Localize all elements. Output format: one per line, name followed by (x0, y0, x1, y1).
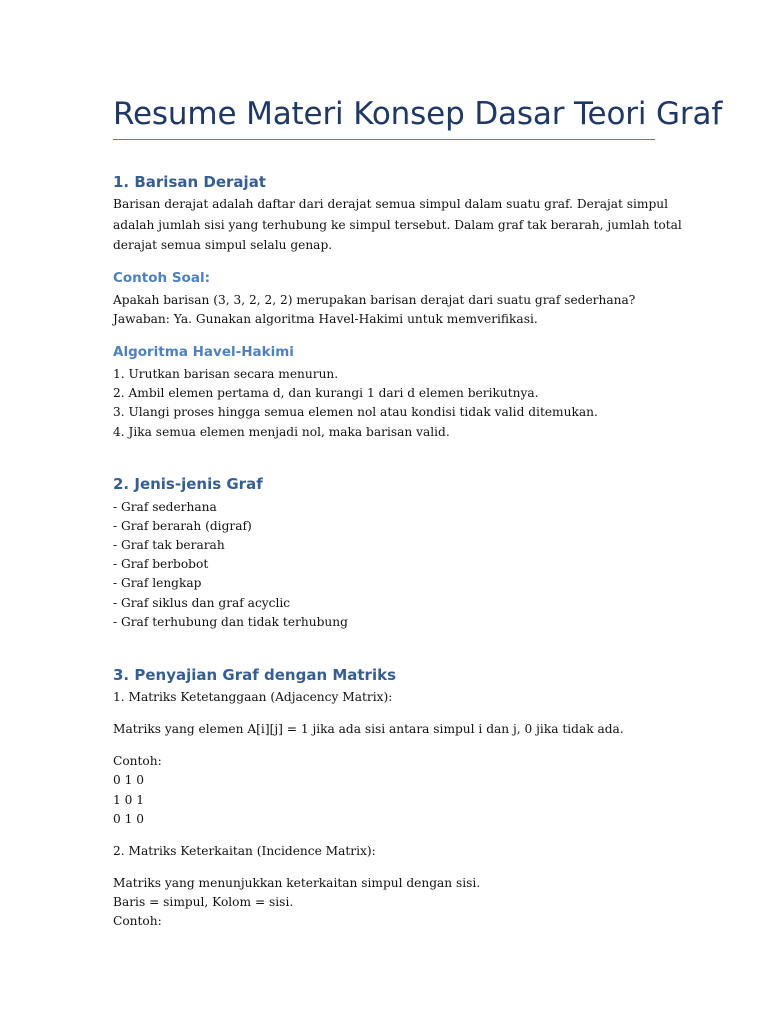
incidence-description: Matriks yang menunjukkan keterkaitan simpul dengan sisi. (113, 876, 481, 890)
section-heading-barisan-derajat: 1. Barisan Derajat (113, 173, 266, 191)
list-item: - Graf sederhana (113, 500, 217, 514)
section-heading-penyajian-matriks: 3. Penyajian Graf dengan Matriks (113, 666, 397, 684)
subheading-contoh-soal: Contoh Soal: (113, 270, 210, 286)
list-item: - Graf terhubung dan tidak terhubung (113, 615, 348, 629)
paragraph-line: derajat semua simpul selalu genap. (113, 238, 333, 252)
incidence-rows-cols: Baris = simpul, Kolom = sisi. (113, 895, 294, 909)
incidence-example-label: Contoh: (113, 914, 162, 928)
list-item: - Graf berbobot (113, 557, 209, 571)
list-item: - Graf siklus dan graf acyclic (113, 596, 291, 610)
algorithm-step: 4. Jika semua elemen menjadi nol, maka barisan valid. (113, 425, 450, 439)
paragraph-line: Barisan derajat adalah daftar dari derajat semua simpul dalam suatu graf. Derajat simpul (113, 197, 669, 211)
adjacency-description: Matriks yang elemen A[i][j] = 1 jika ada sisi antara simpul i dan j, 0 jika tidak ada. (113, 722, 624, 736)
document-page (113, 0, 723, 1024)
matrix-row: 0 1 0 (113, 773, 145, 787)
section-heading-jenis-graf: 2. Jenis-jenis Graf (113, 475, 263, 493)
list-item: - Graf tak berarah (113, 538, 225, 552)
example-answer: Jawaban: Ya. Gunakan algoritma Havel-Hakimi untuk memverifikasi. (113, 312, 538, 326)
list-item: - Graf berarah (digraf) (113, 519, 252, 533)
algorithm-step: 1. Urutkan barisan secara menurun. (113, 367, 339, 381)
incidence-title: 2. Matriks Keterkaitan (Incidence Matrix): (113, 844, 376, 858)
page-title: Resume Materi Konsep Dasar Teori Graf (113, 96, 723, 132)
algorithm-step: 3. Ulangi proses hingga semua elemen nol atau kondisi tidak valid ditemukan. (113, 405, 598, 419)
title-underline (113, 139, 655, 140)
algorithm-step: 2. Ambil elemen pertama d, dan kurangi 1 dari d elemen berikutnya. (113, 386, 539, 400)
adjacency-example-label: Contoh: (113, 754, 162, 768)
matrix-row: 0 1 0 (113, 812, 145, 826)
matrix-row: 1 0 1 (113, 793, 145, 807)
example-question: Apakah barisan (3, 3, 2, 2, 2) merupakan barisan derajat dari suatu graf sederhana? (113, 293, 636, 307)
list-item: - Graf lengkap (113, 576, 202, 590)
subheading-havel-hakimi: Algoritma Havel-Hakimi (113, 344, 294, 360)
adjacency-title: 1. Matriks Ketetanggaan (Adjacency Matrix): (113, 690, 393, 704)
paragraph-line: adalah jumlah sisi yang terhubung ke simpul tersebut. Dalam graf tak berarah, jumlah total (113, 218, 682, 232)
